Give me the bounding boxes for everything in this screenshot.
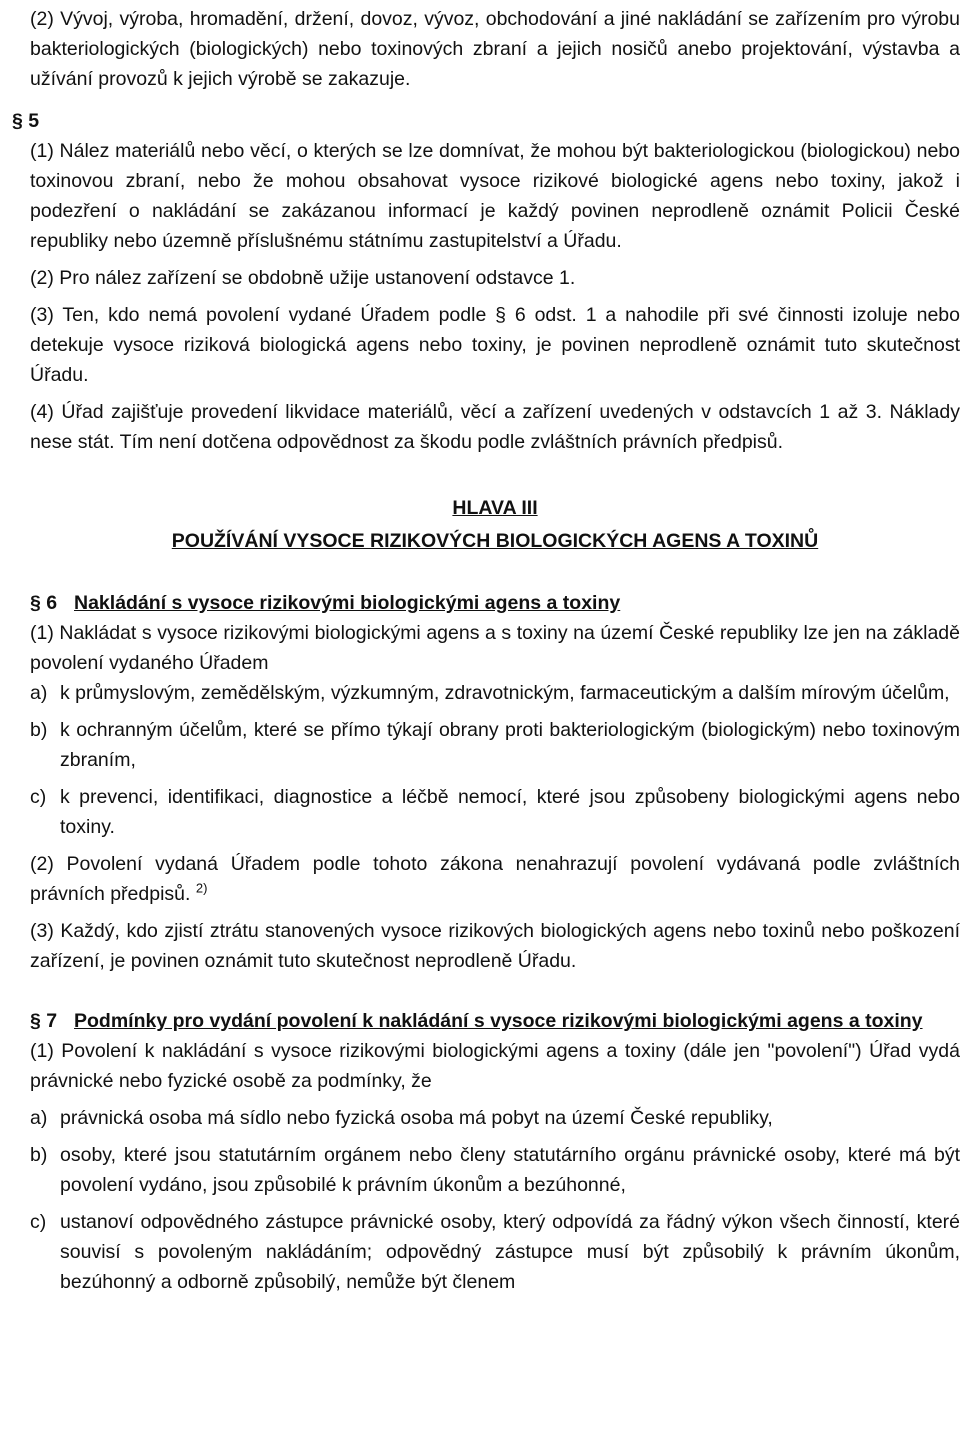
list-item bbox=[30, 715, 960, 775]
list-item bbox=[30, 1103, 960, 1133]
list-item-label: b) bbox=[30, 719, 48, 741]
s5-paragraph-1: (1) Nález materiálů nebo věcí, o kterých se lze domnívat, že mohou být bakteriologickou (biologickou) nebo toxinovou zbraní, nebo že mohou obsahovat vysoce rizikové biologické agens nebo toxiny, jakož i podezření o nakládání se zakázanou informací je každý povinen neprodleně oznámit Policii České republiky nebo územně příslušnému státnímu zastupitelství a Úřadu. bbox=[30, 140, 960, 252]
footnote-ref[interactable]: 2) bbox=[195, 880, 208, 896]
s6-paragraph-2 bbox=[30, 849, 960, 909]
chapter-label: HLAVA III bbox=[452, 497, 538, 519]
section-6-title: Nakládání s vysoce rizikovými biologickými agens a toxiny bbox=[74, 592, 621, 614]
s6-paragraph-3: (3) Každý, kdo zjistí ztrátu stanovených vysoce rizikových biologických agens nebo toxinů nebo poškození zařízení, je povinen oznámit tuto skutečnost neprodleně Úřadu. bbox=[30, 920, 960, 972]
list-item-text: právnická osoba má sídlo nebo fyzická osoba má pobyt na území České republiky, bbox=[60, 1107, 773, 1129]
section-number: 5 bbox=[28, 110, 40, 132]
list-item bbox=[30, 678, 960, 708]
list-item-text: ustanoví odpovědného zástupce právnické osoby, který odpovídá za řádný výkon všech činností, které souvisí s povoleným nakládáním; odpovědný zástupce musí být způsobilý k právním úkonům, bezúhonný a odborně způsobilý, nemůže být členem bbox=[60, 1211, 960, 1293]
list-item bbox=[30, 782, 960, 842]
section-symbol: § bbox=[12, 110, 23, 132]
list-item-text: k ochranným účelům, které se přímo týkají obrany proti bakteriologickým (biologickým) nebo toxinovým zbraním, bbox=[60, 719, 960, 771]
section-5-heading bbox=[12, 106, 960, 136]
s5-paragraph-3: (3) Ten, kdo nemá povolení vydané Úřadem podle § 6 odst. 1 a nahodile při své činnosti izoluje nebo detekuje vysoce riziková biologická agens nebo toxiny, je povinen neprodleně oznámit tuto skutečnost Úřadu. bbox=[30, 304, 960, 386]
list-item-text: k průmyslovým, zemědělským, výzkumným, zdravotnickým, farmaceutickým a dalším mírovým účelům, bbox=[60, 682, 950, 704]
list-item-label: c) bbox=[30, 1211, 47, 1233]
list-item-label: a) bbox=[30, 1107, 48, 1129]
s5-paragraph-2: (2) Pro nález zařízení se obdobně užije ustanovení odstavce 1. bbox=[30, 267, 576, 289]
section-6-number: § 6 bbox=[30, 592, 58, 614]
s5-paragraph-4: (4) Úřad zajišťuje provedení likvidace materiálů, věcí a zařízení uvedených v odstavcích 1 až 3. Náklady nese stát. Tím není dotčena odpovědnost za škodu podle zvláštních právních předpisů. bbox=[30, 401, 960, 453]
list-item-text: k prevenci, identifikaci, diagnostice a léčbě nemocí, které jsou způsobeny biologickými agens nebo toxiny. bbox=[60, 786, 960, 838]
s7-paragraph-1: (1) Povolení k nakládání s vysoce rizikovými biologickými agens a toxiny (dále jen "povolení") Úřad vydá právnické nebo fyzické osobě za podmínky, že bbox=[30, 1040, 960, 1092]
list-item-label: b) bbox=[30, 1144, 48, 1166]
section-6-heading bbox=[30, 588, 960, 618]
list-item-label: c) bbox=[30, 786, 47, 808]
section-7-title: Podmínky pro vydání povolení k nakládání s vysoce rizikovými biologickými agens a toxiny bbox=[74, 1010, 923, 1032]
section-7-number: § 7 bbox=[30, 1010, 58, 1032]
s6-paragraph-1: (1) Nakládat s vysoce rizikovými biologickými agens a s toxiny na území České republiky lze jen na základě povolení vydaného Úřadem bbox=[30, 622, 960, 674]
s6-paragraph-2-text: (2) Povolení vydaná Úřadem podle tohoto zákona nenahrazují povolení vydávaná podle zvláštních právních předpisů. bbox=[30, 853, 960, 905]
paragraph-prohibition: (2) Vývoj, výroba, hromadění, držení, dovoz, vývoz, obchodování a jiné nakládání se zařízením pro výrobu bakteriologických (biologických) nebo toxinových zbraní a jejich nosičů anebo projektování, výstavba a užívání provozů k jejich výrobě se zakazuje. bbox=[30, 8, 960, 90]
list-item-label: a) bbox=[30, 682, 48, 704]
list-item-text: osoby, které jsou statutárním orgánem nebo členy statutárního orgánu právnické osoby, které má být povolení vydáno, jsou způsobilé k právním úkonům a bezúhonné, bbox=[60, 1144, 960, 1196]
section-7-heading bbox=[30, 1006, 960, 1036]
chapter-title: POUŽÍVÁNÍ VYSOCE RIZIKOVÝCH BIOLOGICKÝCH AGENS A TOXINŮ bbox=[171, 530, 819, 552]
list-item bbox=[30, 1207, 960, 1297]
list-item bbox=[30, 1140, 960, 1200]
